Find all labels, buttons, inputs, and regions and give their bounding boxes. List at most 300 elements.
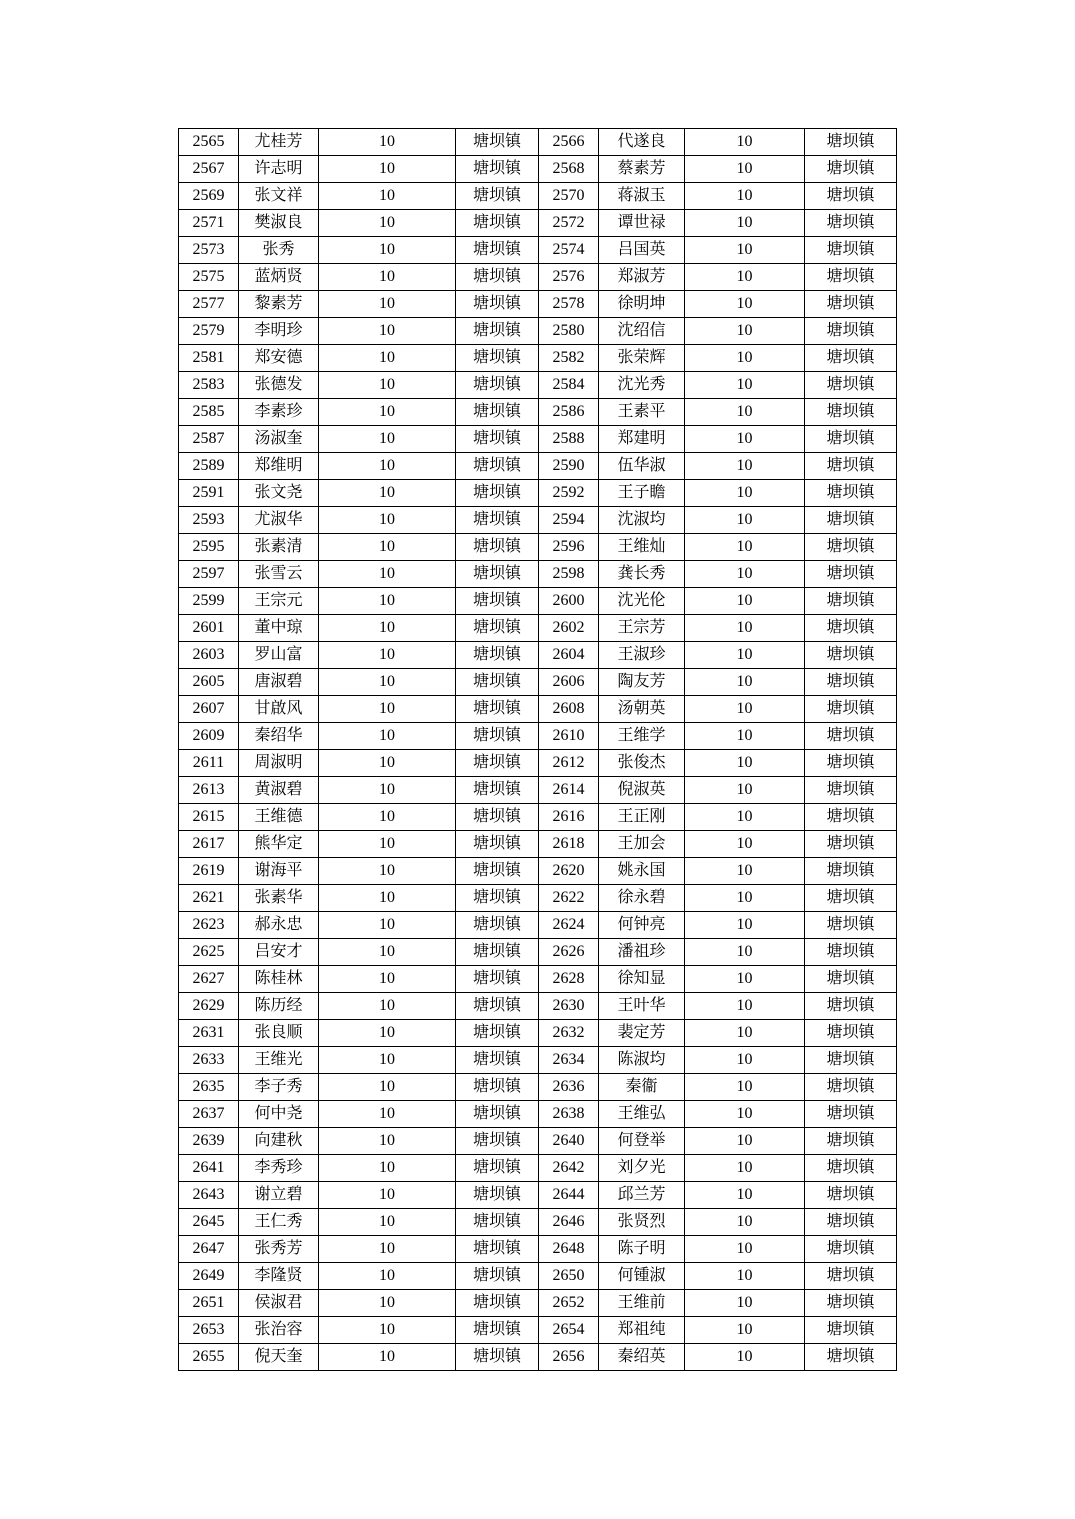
cell-amount: 10	[319, 966, 456, 993]
cell-name: 龚长秀	[599, 561, 685, 588]
cell-town: 塘坝镇	[456, 993, 539, 1020]
cell-name: 蔡素芳	[599, 156, 685, 183]
cell-id: 2612	[539, 750, 599, 777]
cell-amount: 10	[685, 561, 805, 588]
cell-name: 陶友芳	[599, 669, 685, 696]
cell-town: 塘坝镇	[456, 777, 539, 804]
cell-name: 李隆贤	[239, 1263, 319, 1290]
table-row	[179, 750, 897, 777]
cell-name: 郑安德	[239, 345, 319, 372]
cell-id: 2645	[179, 1209, 239, 1236]
table-row	[179, 993, 897, 1020]
cell-id: 2646	[539, 1209, 599, 1236]
cell-amount: 10	[319, 723, 456, 750]
cell-id: 2637	[179, 1101, 239, 1128]
cell-id: 2565	[179, 129, 239, 156]
cell-town: 塘坝镇	[805, 696, 897, 723]
table-row	[179, 291, 897, 318]
cell-amount: 10	[685, 993, 805, 1020]
cell-town: 塘坝镇	[456, 615, 539, 642]
cell-amount: 10	[685, 1155, 805, 1182]
cell-amount: 10	[685, 858, 805, 885]
cell-amount: 10	[319, 318, 456, 345]
cell-name: 徐明坤	[599, 291, 685, 318]
cell-town: 塘坝镇	[456, 237, 539, 264]
cell-name: 陈子明	[599, 1236, 685, 1263]
table-row	[179, 912, 897, 939]
cell-name: 陈历经	[239, 993, 319, 1020]
cell-amount: 10	[685, 507, 805, 534]
cell-id: 2610	[539, 723, 599, 750]
table-row	[179, 669, 897, 696]
cell-name: 郝永忠	[239, 912, 319, 939]
cell-id: 2639	[179, 1128, 239, 1155]
cell-id: 2632	[539, 1020, 599, 1047]
cell-amount: 10	[319, 561, 456, 588]
cell-amount: 10	[319, 237, 456, 264]
cell-name: 徐知显	[599, 966, 685, 993]
cell-town: 塘坝镇	[805, 318, 897, 345]
cell-amount: 10	[685, 588, 805, 615]
table-row	[179, 1128, 897, 1155]
cell-town: 塘坝镇	[456, 453, 539, 480]
cell-amount: 10	[319, 858, 456, 885]
cell-name: 张秀芳	[239, 1236, 319, 1263]
cell-id: 2611	[179, 750, 239, 777]
cell-name: 王宗元	[239, 588, 319, 615]
cell-id: 2627	[179, 966, 239, 993]
cell-amount: 10	[319, 1317, 456, 1344]
cell-amount: 10	[319, 210, 456, 237]
cell-amount: 10	[685, 885, 805, 912]
cell-id: 2575	[179, 264, 239, 291]
cell-town: 塘坝镇	[456, 1209, 539, 1236]
table-row	[179, 1182, 897, 1209]
cell-id: 2633	[179, 1047, 239, 1074]
cell-id: 2647	[179, 1236, 239, 1263]
cell-name: 邱兰芳	[599, 1182, 685, 1209]
cell-amount: 10	[319, 1209, 456, 1236]
cell-amount: 10	[319, 777, 456, 804]
cell-name: 周淑明	[239, 750, 319, 777]
cell-id: 2615	[179, 804, 239, 831]
cell-town: 塘坝镇	[456, 1182, 539, 1209]
cell-amount: 10	[319, 1236, 456, 1263]
cell-id: 2609	[179, 723, 239, 750]
cell-amount: 10	[319, 372, 456, 399]
cell-town: 塘坝镇	[805, 453, 897, 480]
cell-name: 汤淑奎	[239, 426, 319, 453]
cell-name: 张雪云	[239, 561, 319, 588]
cell-town: 塘坝镇	[456, 183, 539, 210]
cell-name: 张德发	[239, 372, 319, 399]
cell-town: 塘坝镇	[805, 1236, 897, 1263]
cell-amount: 10	[685, 1128, 805, 1155]
cell-id: 2638	[539, 1101, 599, 1128]
cell-name: 沈光伦	[599, 588, 685, 615]
cell-id: 2644	[539, 1182, 599, 1209]
table-row	[179, 885, 897, 912]
cell-name: 罗山富	[239, 642, 319, 669]
cell-id: 2592	[539, 480, 599, 507]
cell-town: 塘坝镇	[805, 1101, 897, 1128]
cell-amount: 10	[319, 480, 456, 507]
table-row	[179, 345, 897, 372]
cell-amount: 10	[685, 399, 805, 426]
cell-name: 何钟亮	[599, 912, 685, 939]
cell-name: 王宗芳	[599, 615, 685, 642]
table-row	[179, 507, 897, 534]
cell-id: 2630	[539, 993, 599, 1020]
cell-name: 吕安才	[239, 939, 319, 966]
cell-amount: 10	[685, 453, 805, 480]
table-row	[179, 453, 897, 480]
cell-amount: 10	[319, 1101, 456, 1128]
cell-town: 塘坝镇	[805, 912, 897, 939]
cell-town: 塘坝镇	[456, 426, 539, 453]
cell-amount: 10	[319, 669, 456, 696]
cell-name: 沈淑均	[599, 507, 685, 534]
cell-id: 2567	[179, 156, 239, 183]
cell-town: 塘坝镇	[805, 1128, 897, 1155]
cell-town: 塘坝镇	[805, 966, 897, 993]
cell-id: 2635	[179, 1074, 239, 1101]
cell-town: 塘坝镇	[456, 939, 539, 966]
cell-id: 2597	[179, 561, 239, 588]
table-row	[179, 534, 897, 561]
cell-town: 塘坝镇	[805, 831, 897, 858]
cell-town: 塘坝镇	[805, 777, 897, 804]
cell-amount: 10	[319, 804, 456, 831]
cell-id: 2618	[539, 831, 599, 858]
cell-town: 塘坝镇	[805, 183, 897, 210]
cell-id: 2651	[179, 1290, 239, 1317]
cell-amount: 10	[685, 1317, 805, 1344]
cell-amount: 10	[319, 696, 456, 723]
cell-town: 塘坝镇	[456, 318, 539, 345]
cell-id: 2654	[539, 1317, 599, 1344]
table-row	[179, 966, 897, 993]
cell-name: 谢立碧	[239, 1182, 319, 1209]
cell-id: 2573	[179, 237, 239, 264]
cell-id: 2599	[179, 588, 239, 615]
cell-amount: 10	[319, 1290, 456, 1317]
cell-id: 2620	[539, 858, 599, 885]
cell-town: 塘坝镇	[456, 1128, 539, 1155]
cell-town: 塘坝镇	[805, 939, 897, 966]
cell-name: 王维弘	[599, 1101, 685, 1128]
cell-town: 塘坝镇	[456, 723, 539, 750]
cell-town: 塘坝镇	[456, 966, 539, 993]
cell-amount: 10	[685, 345, 805, 372]
cell-name: 张荣辉	[599, 345, 685, 372]
cell-town: 塘坝镇	[805, 480, 897, 507]
table-row	[179, 1236, 897, 1263]
cell-town: 塘坝镇	[805, 372, 897, 399]
cell-town: 塘坝镇	[456, 345, 539, 372]
cell-amount: 10	[319, 588, 456, 615]
cell-name: 董中琼	[239, 615, 319, 642]
cell-town: 塘坝镇	[805, 210, 897, 237]
cell-amount: 10	[685, 1101, 805, 1128]
cell-name: 何锺淑	[599, 1263, 685, 1290]
cell-town: 塘坝镇	[805, 615, 897, 642]
cell-name: 王子瞻	[599, 480, 685, 507]
cell-amount: 10	[319, 534, 456, 561]
cell-amount: 10	[319, 426, 456, 453]
cell-name: 甘啟风	[239, 696, 319, 723]
cell-id: 2636	[539, 1074, 599, 1101]
cell-name: 何中尧	[239, 1101, 319, 1128]
table-row	[179, 858, 897, 885]
cell-id: 2631	[179, 1020, 239, 1047]
cell-town: 塘坝镇	[456, 399, 539, 426]
cell-name: 王维学	[599, 723, 685, 750]
cell-name: 黄淑碧	[239, 777, 319, 804]
table-row	[179, 804, 897, 831]
cell-amount: 10	[685, 1344, 805, 1371]
cell-id: 2578	[539, 291, 599, 318]
cell-amount: 10	[319, 912, 456, 939]
cell-amount: 10	[685, 939, 805, 966]
cell-name: 谢海平	[239, 858, 319, 885]
cell-name: 秦绍英	[599, 1344, 685, 1371]
cell-amount: 10	[319, 750, 456, 777]
cell-id: 2607	[179, 696, 239, 723]
cell-amount: 10	[685, 264, 805, 291]
cell-town: 塘坝镇	[805, 156, 897, 183]
cell-town: 塘坝镇	[456, 1101, 539, 1128]
cell-town: 塘坝镇	[805, 993, 897, 1020]
cell-town: 塘坝镇	[456, 1290, 539, 1317]
cell-id: 2591	[179, 480, 239, 507]
cell-name: 王淑珍	[599, 642, 685, 669]
cell-amount: 10	[685, 912, 805, 939]
table-row	[179, 1263, 897, 1290]
cell-id: 2602	[539, 615, 599, 642]
cell-name: 郑祖纯	[599, 1317, 685, 1344]
cell-town: 塘坝镇	[456, 1155, 539, 1182]
cell-name: 王素平	[599, 399, 685, 426]
table-row	[179, 480, 897, 507]
table-row	[179, 939, 897, 966]
cell-name: 张俊杰	[599, 750, 685, 777]
cell-name: 唐淑碧	[239, 669, 319, 696]
cell-amount: 10	[319, 642, 456, 669]
cell-town: 塘坝镇	[805, 669, 897, 696]
cell-amount: 10	[685, 966, 805, 993]
cell-name: 李明珍	[239, 318, 319, 345]
cell-town: 塘坝镇	[456, 210, 539, 237]
cell-town: 塘坝镇	[456, 129, 539, 156]
cell-name: 张文尧	[239, 480, 319, 507]
cell-amount: 10	[685, 480, 805, 507]
cell-town: 塘坝镇	[805, 1047, 897, 1074]
cell-name: 裴定芳	[599, 1020, 685, 1047]
cell-name: 姚永国	[599, 858, 685, 885]
cell-amount: 10	[319, 1020, 456, 1047]
table-row	[179, 1101, 897, 1128]
cell-name: 陈桂林	[239, 966, 319, 993]
cell-amount: 10	[319, 1047, 456, 1074]
cell-id: 2604	[539, 642, 599, 669]
cell-amount: 10	[319, 345, 456, 372]
cell-amount: 10	[319, 1182, 456, 1209]
table-row	[179, 426, 897, 453]
cell-town: 塘坝镇	[805, 1182, 897, 1209]
cell-id: 2640	[539, 1128, 599, 1155]
table-row	[179, 723, 897, 750]
cell-name: 陈淑均	[599, 1047, 685, 1074]
roster-table	[178, 128, 897, 1371]
cell-name: 王维前	[599, 1290, 685, 1317]
cell-id: 2566	[539, 129, 599, 156]
cell-name: 徐永碧	[599, 885, 685, 912]
cell-amount: 10	[319, 885, 456, 912]
cell-amount: 10	[685, 723, 805, 750]
cell-town: 塘坝镇	[456, 1263, 539, 1290]
cell-id: 2584	[539, 372, 599, 399]
table-row	[179, 1317, 897, 1344]
cell-town: 塘坝镇	[805, 1074, 897, 1101]
cell-amount: 10	[685, 777, 805, 804]
cell-id: 2614	[539, 777, 599, 804]
table-row	[179, 210, 897, 237]
cell-name: 张文祥	[239, 183, 319, 210]
cell-amount: 10	[319, 1155, 456, 1182]
cell-town: 塘坝镇	[456, 804, 539, 831]
cell-amount: 10	[685, 210, 805, 237]
cell-town: 塘坝镇	[805, 291, 897, 318]
cell-name: 郑维明	[239, 453, 319, 480]
table-row	[179, 1020, 897, 1047]
cell-amount: 10	[685, 1074, 805, 1101]
cell-id: 2586	[539, 399, 599, 426]
cell-amount: 10	[685, 615, 805, 642]
cell-town: 塘坝镇	[456, 1317, 539, 1344]
cell-town: 塘坝镇	[805, 642, 897, 669]
cell-name: 蒋淑玉	[599, 183, 685, 210]
cell-name: 张素清	[239, 534, 319, 561]
table-row	[179, 372, 897, 399]
cell-name: 伍华淑	[599, 453, 685, 480]
cell-amount: 10	[685, 1209, 805, 1236]
cell-town: 塘坝镇	[456, 669, 539, 696]
cell-town: 塘坝镇	[805, 129, 897, 156]
cell-amount: 10	[319, 399, 456, 426]
cell-town: 塘坝镇	[456, 291, 539, 318]
cell-town: 塘坝镇	[456, 561, 539, 588]
cell-name: 王叶华	[599, 993, 685, 1020]
cell-id: 2656	[539, 1344, 599, 1371]
table-row	[179, 156, 897, 183]
cell-amount: 10	[319, 831, 456, 858]
table-row	[179, 183, 897, 210]
cell-id: 2571	[179, 210, 239, 237]
cell-town: 塘坝镇	[805, 1155, 897, 1182]
cell-id: 2577	[179, 291, 239, 318]
cell-town: 塘坝镇	[805, 723, 897, 750]
cell-town: 塘坝镇	[456, 264, 539, 291]
cell-name: 王维光	[239, 1047, 319, 1074]
cell-id: 2583	[179, 372, 239, 399]
cell-id: 2617	[179, 831, 239, 858]
cell-name: 谭世禄	[599, 210, 685, 237]
cell-town: 塘坝镇	[456, 507, 539, 534]
cell-amount: 10	[319, 156, 456, 183]
cell-town: 塘坝镇	[456, 1020, 539, 1047]
cell-name: 吕国英	[599, 237, 685, 264]
cell-town: 塘坝镇	[456, 750, 539, 777]
table-row	[179, 1344, 897, 1371]
cell-name: 熊华定	[239, 831, 319, 858]
cell-amount: 10	[319, 129, 456, 156]
cell-name: 张秀	[239, 237, 319, 264]
cell-name: 汤朝英	[599, 696, 685, 723]
cell-id: 2585	[179, 399, 239, 426]
cell-id: 2587	[179, 426, 239, 453]
cell-amount: 10	[685, 1263, 805, 1290]
cell-town: 塘坝镇	[805, 507, 897, 534]
cell-id: 2590	[539, 453, 599, 480]
cell-amount: 10	[685, 669, 805, 696]
cell-town: 塘坝镇	[805, 399, 897, 426]
cell-id: 2569	[179, 183, 239, 210]
cell-name: 王加会	[599, 831, 685, 858]
cell-name: 王维灿	[599, 534, 685, 561]
cell-id: 2595	[179, 534, 239, 561]
cell-id: 2594	[539, 507, 599, 534]
cell-town: 塘坝镇	[805, 426, 897, 453]
cell-town: 塘坝镇	[805, 345, 897, 372]
cell-town: 塘坝镇	[456, 1236, 539, 1263]
cell-amount: 10	[319, 264, 456, 291]
cell-name: 秦绍华	[239, 723, 319, 750]
table-row	[179, 831, 897, 858]
cell-name: 樊淑良	[239, 210, 319, 237]
cell-town: 塘坝镇	[456, 642, 539, 669]
cell-amount: 10	[319, 615, 456, 642]
cell-town: 塘坝镇	[456, 1344, 539, 1371]
cell-name: 张良顺	[239, 1020, 319, 1047]
table-row	[179, 642, 897, 669]
cell-id: 2588	[539, 426, 599, 453]
cell-id: 2626	[539, 939, 599, 966]
cell-id: 2629	[179, 993, 239, 1020]
cell-id: 2622	[539, 885, 599, 912]
table-row	[179, 777, 897, 804]
cell-amount: 10	[685, 642, 805, 669]
cell-name: 沈光秀	[599, 372, 685, 399]
cell-town: 塘坝镇	[456, 588, 539, 615]
cell-id: 2601	[179, 615, 239, 642]
cell-id: 2603	[179, 642, 239, 669]
cell-name: 王正刚	[599, 804, 685, 831]
cell-amount: 10	[685, 1020, 805, 1047]
cell-id: 2579	[179, 318, 239, 345]
table-row	[179, 129, 897, 156]
cell-id: 2581	[179, 345, 239, 372]
cell-name: 秦衞	[599, 1074, 685, 1101]
cell-id: 2593	[179, 507, 239, 534]
cell-town: 塘坝镇	[456, 696, 539, 723]
cell-name: 李子秀	[239, 1074, 319, 1101]
cell-id: 2623	[179, 912, 239, 939]
cell-amount: 10	[319, 939, 456, 966]
cell-amount: 10	[685, 534, 805, 561]
cell-id: 2572	[539, 210, 599, 237]
cell-name: 蓝炳贤	[239, 264, 319, 291]
